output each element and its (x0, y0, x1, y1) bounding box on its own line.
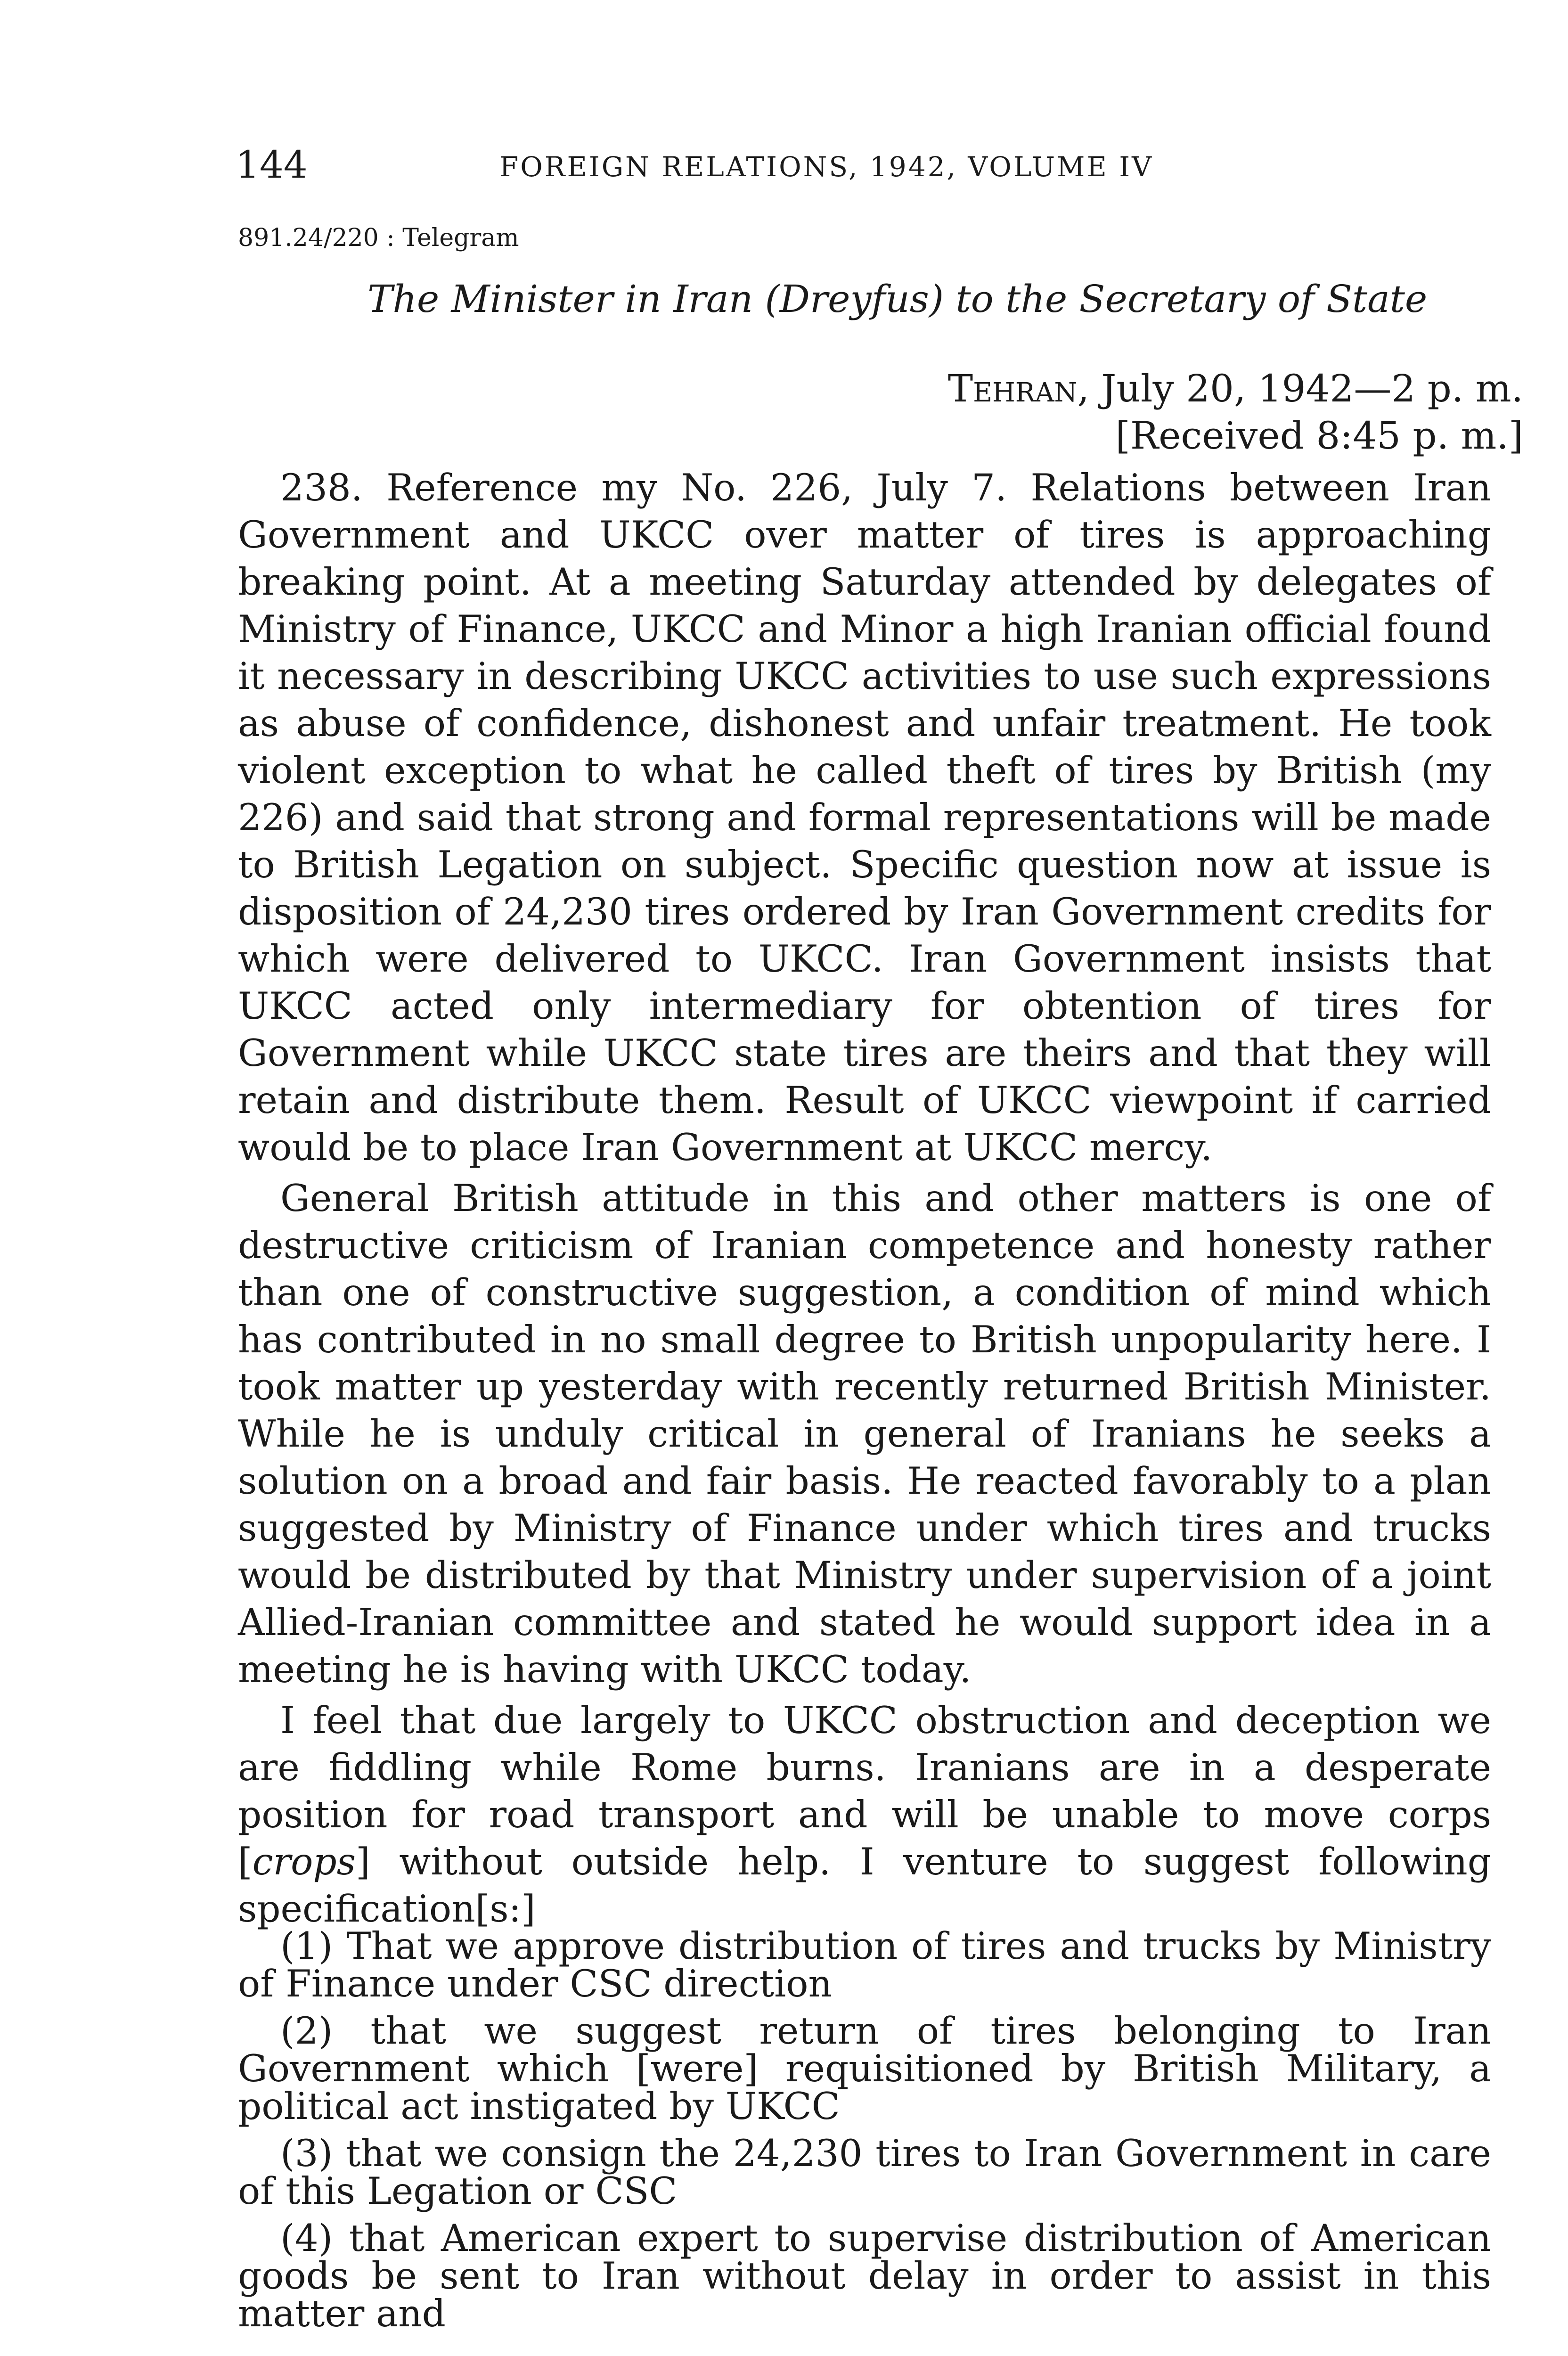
running-title: FOREIGN RELATIONS, 1942, VOLUME IV (499, 151, 1153, 183)
page-number: 144 (236, 143, 308, 187)
paragraph-3-start: I feel that due largely to UKCC obstruction and deception we are fiddling while Rome burns. Iranians are in a desperate position for road transport and will be unable to move corps [ (238, 1699, 1491, 1883)
received-note: [Received 8:45 p. m.] (1115, 414, 1523, 458)
paragraph-1: 238. Reference my No. 226, July 7. Relations between Iran Government and UKCC over matter of tires is approaching breaking point. At a meeting Saturday attended by delegates of Ministry of Finance, UKCC and Minor a high Iranian official found it necessary in describing UKCC activities to use such expressions as abuse of confidence, dishonest and unfair treatment. He took violent exception to what he called theft of tires by British (my 226) and said that strong and formal representations will be made to British Legation on subject. Specific question now at issue is disposition of 24,230 tires ordered by Iran Government credits for which were delivered to UKCC. Iran Government insists that UKCC acted only intermediary for obtention of tires for Government while UKCC state tires are theirs and that they will retain and distribute them. Result of UKCC viewpoint if carried would be to place Iran Government at UKCC mercy. (238, 466, 1491, 1169)
document-title: The Minister in Iran (Dreyfus) to the Secretary of State (368, 277, 1428, 321)
list-item-4: (4) that American expert to supervise distribution of American goods be sent to Iran without delay in order to assist in this matter and (238, 2217, 1491, 2335)
list-item-3: (3) that we consign the 24,230 tires to Iran Government in care of this Legation or CSC (238, 2132, 1491, 2213)
paragraph-3-italic: crops (252, 1840, 356, 1883)
running-header (236, 139, 1258, 191)
telegram-body (238, 464, 1491, 1932)
dateline (948, 365, 1523, 459)
paragraph-3 (238, 1697, 1491, 1932)
paragraph-2: General British attitude in this and other matters is one of destructive criticism of Iranian competence and honesty rather than one of constructive suggestion, a condition of mind which has contributed in no small degree to British unpopularity here. I took matter up yesterday with recently returned British Minister. While he is unduly critical in general of Iranians he seeks a solution on a broad and fair basis. He reacted favorably to a plan suggested by Ministry of Finance under which tires and trucks would be distributed by that Ministry under supervision of a joint Allied-Iranian committee and stated he would support idea in a meeting he is having with UKCC today. (238, 1177, 1491, 1691)
dateline-place: Tehran, (947, 367, 1089, 410)
dateline-date: July 20, 1942—2 p. m. (1089, 367, 1523, 410)
dateline-line (948, 365, 1523, 412)
file-reference: 891.24/220 : Telegram (238, 224, 519, 252)
paragraph-3-end: ] without outside help. I venture to suggest following specification[s:] (238, 1840, 1491, 1931)
list-item-1: (1) That we approve distribution of tires and trucks by Ministry of Finance under CSC direction (238, 1924, 1491, 2005)
specification-list (238, 1924, 1491, 2342)
list-item-2: (2) that we suggest return of tires belonging to Iran Government which [were] requisitioned by British Military, a political act instigated by UKCC (238, 2009, 1491, 2128)
